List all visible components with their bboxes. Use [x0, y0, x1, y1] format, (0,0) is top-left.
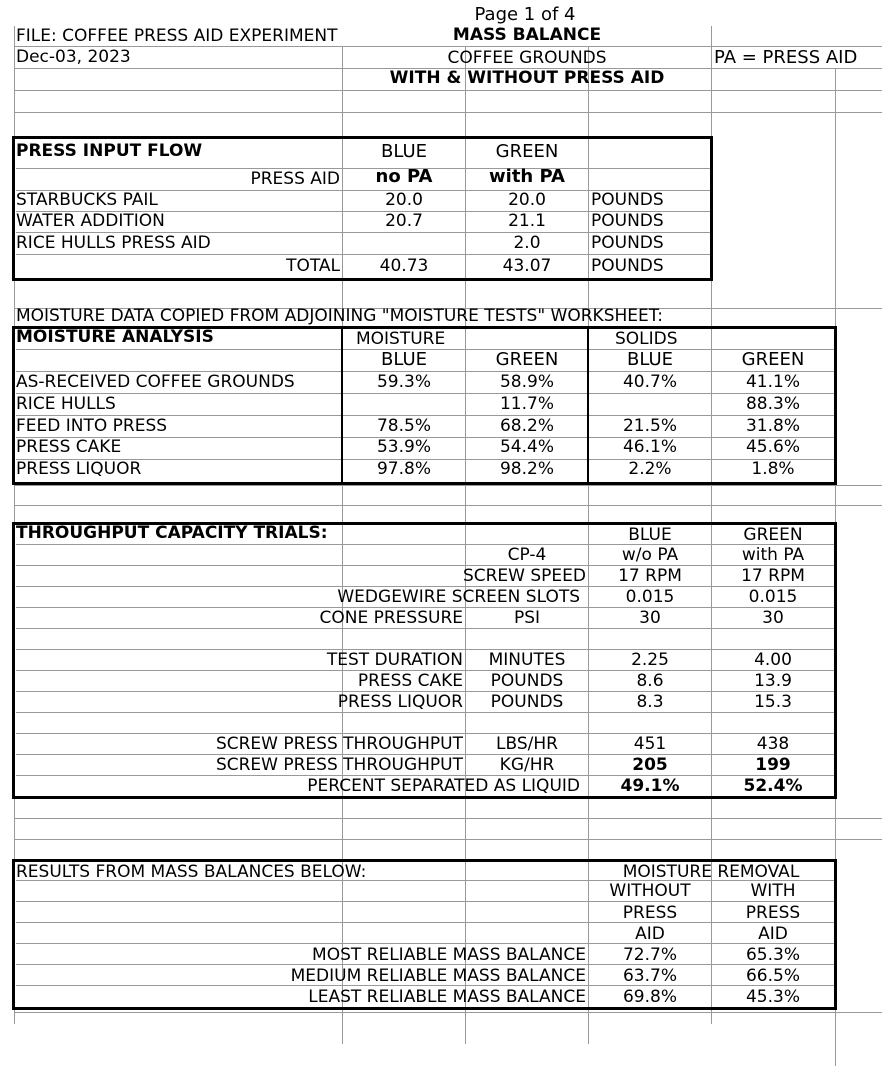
row-label: RICE HULLS	[16, 394, 116, 414]
unit-label: POUNDS	[591, 190, 664, 210]
cell-value: 65.3%	[745, 945, 801, 965]
legend: PA = PRESS AID	[714, 47, 858, 68]
col-header: WITHOUT	[609, 881, 691, 901]
cell-value: 78.5%	[376, 416, 432, 436]
total-label: TOTAL	[286, 256, 340, 276]
unit-label: LBS/HR	[496, 734, 558, 754]
unit-label: POUNDS	[490, 671, 564, 691]
grid-line	[14, 1012, 882, 1013]
grid-line	[14, 485, 882, 486]
cell-value: 40.7%	[622, 372, 678, 392]
row-label: SCREW SPEED	[462, 566, 586, 586]
green-pa: with PA	[489, 166, 565, 187]
cell-value: 21.5%	[622, 416, 678, 436]
cell-value: 72.7%	[622, 945, 678, 965]
cell-value: 4.00	[754, 650, 792, 670]
cell-value: 68.2%	[499, 416, 555, 436]
cell-value: 0.015	[625, 587, 675, 607]
cell-value: 58.9%	[499, 372, 555, 392]
cell-value: 54.4%	[499, 437, 555, 457]
moisture-divider	[587, 328, 589, 483]
page-number: Page 1 of 4	[474, 4, 576, 25]
row-label: PRESS CAKE	[357, 671, 463, 691]
col-header: WITH	[750, 881, 796, 901]
row-label: LEAST RELIABLE MASS BALANCE	[308, 987, 586, 1007]
moisture-label: MOISTURE	[356, 329, 446, 349]
cell-value: 53.9%	[376, 437, 432, 457]
press-aid-label: PRESS AID	[250, 169, 340, 189]
cell-value: 66.5%	[745, 966, 801, 986]
total-blue: 40.73	[379, 256, 429, 276]
row-label: PRESS LIQUOR	[16, 459, 142, 479]
row-label: SCREW PRESS THROUGHPUT	[215, 734, 463, 754]
col-header: PRESS	[622, 903, 678, 923]
row-label: RICE HULLS PRESS AID	[16, 233, 211, 253]
cell-value: 88.3%	[745, 394, 801, 414]
moisture-divider	[341, 328, 343, 483]
col-blue: BLUE	[628, 525, 672, 545]
cell-value: 97.8%	[376, 459, 432, 479]
col-header: AID	[758, 924, 788, 944]
moisture-title: MOISTURE ANALYSIS	[16, 327, 214, 347]
cell-value: 30	[762, 608, 784, 628]
cell-value: 98.2%	[499, 459, 555, 479]
cell-value: 30	[639, 608, 661, 628]
col-green: GREEN	[495, 141, 559, 162]
col-header: PRESS	[745, 903, 801, 923]
col-blue: BLUE	[380, 349, 428, 370]
cell-value: 17 RPM	[618, 566, 682, 586]
moisture-removal-label: MOISTURE REMOVAL	[622, 862, 800, 882]
row-label: AS-RECEIVED COFFEE GROUNDS	[16, 372, 295, 392]
row-label: STARBUCKS PAIL	[16, 190, 158, 210]
date: Dec-03, 2023	[16, 47, 131, 67]
cell-value: 20.0	[508, 190, 546, 210]
grid-line	[14, 505, 882, 506]
cell-value: 0.015	[748, 587, 798, 607]
unit-label: MINUTES	[488, 650, 566, 670]
press-input-title: PRESS INPUT FLOW	[16, 141, 203, 161]
cell-value: 52.4%	[743, 776, 803, 796]
row-label: CONE PRESSURE	[319, 608, 463, 628]
unit-label: KG/HR	[499, 755, 555, 775]
blue-pa: w/o PA	[621, 545, 679, 565]
cell-value: 63.7%	[622, 966, 678, 986]
cell-value: 20.0	[385, 190, 423, 210]
row-label: PRESS LIQUOR	[337, 692, 463, 712]
row-label: SCREW PRESS THROUGHPUT	[215, 755, 463, 775]
results-title: RESULTS FROM MASS BALANCES BELOW:	[16, 862, 367, 882]
cell-value: 15.3	[754, 692, 792, 712]
blue-pa: no PA	[375, 166, 433, 187]
cell-value: 1.8%	[751, 459, 795, 479]
model-label: CP-4	[507, 545, 547, 565]
unit-label: POUNDS	[591, 233, 664, 253]
col-blue: BLUE	[626, 349, 674, 370]
col-blue: BLUE	[380, 141, 428, 162]
subtitle2: WITH & WITHOUT PRESS AID	[389, 68, 665, 88]
unit-label: POUNDS	[591, 211, 664, 231]
moisture-note: MOISTURE DATA COPIED FROM ADJOINING "MOISTURE TESTS" WORKSHEET:	[16, 306, 664, 326]
cell-value: 17 RPM	[741, 566, 805, 586]
cell-value: 49.1%	[620, 776, 680, 796]
grid-line	[14, 839, 882, 840]
cell-value: 41.1%	[745, 372, 801, 392]
solids-label: SOLIDS	[615, 329, 678, 349]
grid-line	[14, 112, 882, 113]
green-pa: with PA	[741, 545, 805, 565]
cell-value: 8.3	[636, 692, 664, 712]
grid-line	[14, 818, 882, 819]
col-green: GREEN	[743, 525, 803, 545]
subtitle: COFFEE GROUNDS	[447, 48, 607, 68]
cell-value: 31.8%	[745, 416, 801, 436]
col-header: AID	[635, 924, 665, 944]
cell-value: 2.2%	[628, 459, 672, 479]
cell-value: 451	[633, 734, 667, 754]
cell-value: 199	[755, 755, 791, 775]
row-label: FEED INTO PRESS	[16, 416, 168, 436]
throughput-title: THROUGHPUT CAPACITY TRIALS:	[16, 523, 328, 543]
row-label: MEDIUM RELIABLE MASS BALANCE	[290, 966, 586, 986]
row-label: WEDGEWIRE SCREEN SLOTS	[337, 587, 580, 607]
cell-value: 21.1	[508, 211, 546, 231]
col-green: GREEN	[741, 349, 805, 370]
cell-value: 20.7	[385, 211, 423, 231]
cell-value: 46.1%	[622, 437, 678, 457]
grid-line	[14, 90, 882, 91]
cell-value: 2.25	[631, 650, 669, 670]
cell-value: 59.3%	[376, 372, 432, 392]
cell-value: 205	[632, 755, 668, 775]
file-label: FILE: COFFEE PRESS AID EXPERIMENT	[16, 26, 338, 46]
page-title: MASS BALANCE	[452, 25, 602, 45]
row-label: MOST RELIABLE MASS BALANCE	[312, 945, 586, 965]
row-label: WATER ADDITION	[16, 211, 165, 231]
cell-value: 11.7%	[499, 394, 555, 414]
cell-value: 2.0	[513, 233, 541, 253]
cell-value: 69.8%	[622, 987, 678, 1007]
unit-label: POUNDS	[591, 256, 664, 276]
cell-value: 45.6%	[745, 437, 801, 457]
cell-value: 8.6	[636, 671, 664, 691]
total-green: 43.07	[502, 256, 552, 276]
row-label: TEST DURATION	[326, 650, 463, 670]
unit-label: POUNDS	[490, 692, 564, 712]
col-green: GREEN	[495, 349, 559, 370]
unit-label: PSI	[513, 608, 541, 628]
cell-value: 438	[756, 734, 790, 754]
row-label: PRESS CAKE	[16, 437, 122, 457]
cell-value: 45.3%	[745, 987, 801, 1007]
cell-value: 13.9	[754, 671, 792, 691]
row-label: PERCENT SEPARATED AS LIQUID	[307, 776, 580, 796]
